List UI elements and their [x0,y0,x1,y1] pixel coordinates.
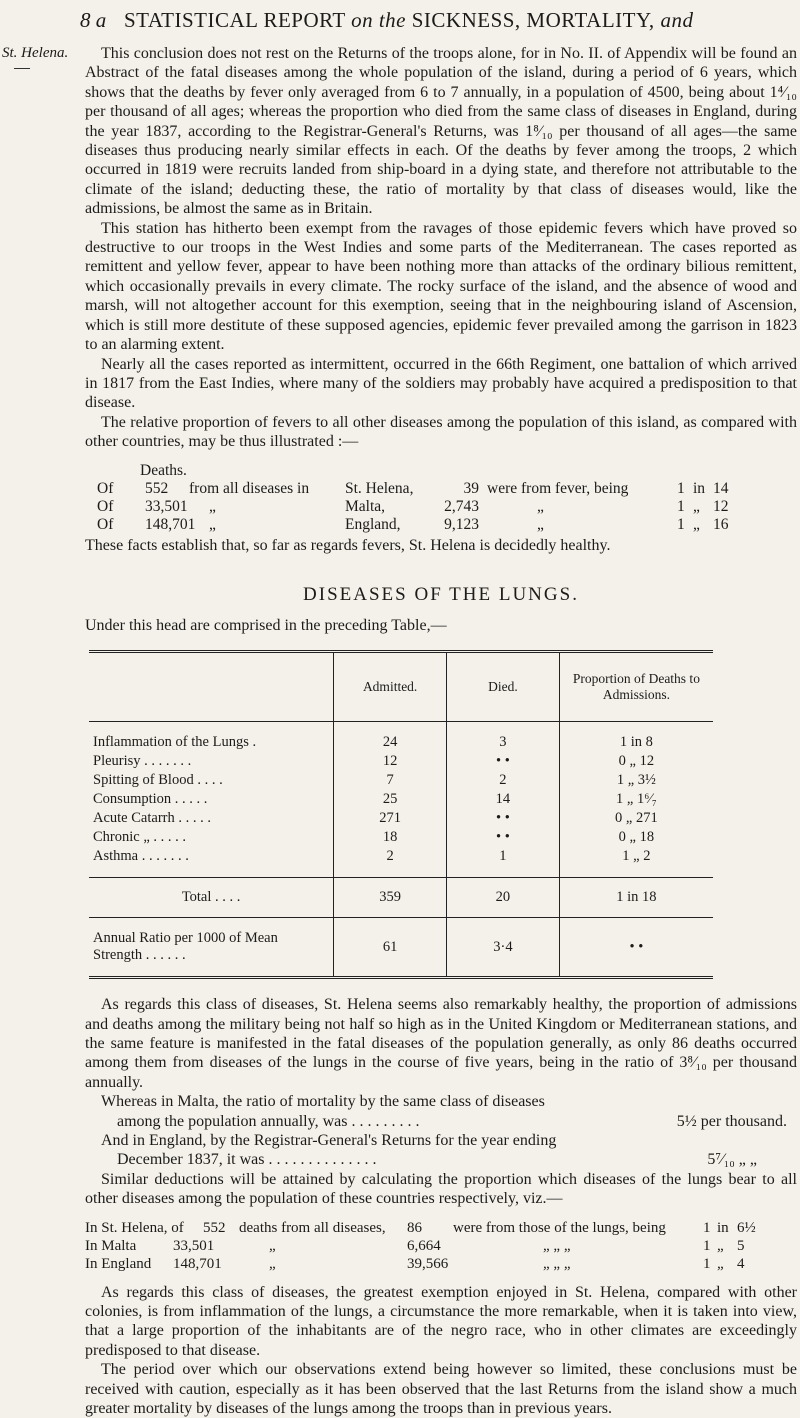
paragraph-after-table: As regards this class of diseases, St. Helena seems also remarkably healthy, the proportion of admissions and deaths among the military being not half so high as in the United Kingdom or Mediterranean stations, and the same feature is manifested in the fatal diseases of the population generally, as only 86 deaths occurred among them from diseases of the lungs in the course of five years, being in the ratio of 3⁸⁄₁₀ per thousand annually. [85,996,797,1091]
col-proportion: Proportion of Deaths to Admissions. [559,651,713,721]
table-total-row: Total . . . . 359 20 1 in 18 [89,877,713,917]
section-title: DISEASES OF THE LUNGS. [303,583,579,605]
paragraph-3: Nearly all the cases reported as intermittent, occurred in the 66th Regiment, one battalion of which arrived in 1817 from the East Indies, where many of the soldiers may probably have acquired a predisposition to that disease. [85,355,797,412]
deaths-row: Of 552 from all diseases in St. Helena, 39 were from fever, being 1 in 14 [97,479,729,497]
paragraph-4: The relative proportion of fevers to all other diseases among the population of this island, as compared with other countries, may be thus illustrated :— [85,413,797,451]
col-died: Died. [447,651,560,721]
running-title-on-the: on the [351,8,406,32]
lungs-row: In Malta 33,501 „ 6,664 „ „ „ 1 „ 5 [85,1237,745,1254]
running-title-and: and [660,8,694,32]
col-admitted: Admitted. [334,651,447,721]
paragraph-1: This conclusion does not rest on the Returns of the troops alone, for in No. II. of Appendix will be found an Abstract of the fatal diseases among the whole population of the island, during a period of 6 years, which shows that the deaths by fever only averaged from 6 to 7 annually, in a population of 4500, being about 1⁴⁄₁₀ per thousand of all ages; whereas the proportion who died from the same class of diseases in England, during the year 1837, according to the Registrar-General's Returns, was 1⁸⁄₁₀ per thousand of all ages—the same diseases thus producing nearly similar effects in each. Of the deaths by fever among the troops, 2 which occurred in 1819 were recruits landed from ship-board in a dying state, and therefore not attributable to the climate of the island; deducting these, the ratio of mortality by that class of diseases would, like the admissions, be almost the same as in Britain. [85,45,797,218]
running-title-prefix: STATISTICAL REPORT [124,8,346,32]
table-header-row [89,651,713,721]
lungs-row: In St. Helena, of 552 deaths from all diseases, 86 were from those of the lungs, being 1 in 6½ [85,1219,756,1236]
margin-note: St. Helena. [2,45,69,61]
table-row: Chronic „ . . . . . 18 • • 0 „ 18 [89,828,713,847]
lung-deaths-comparison [85,1219,797,1273]
malta-ratio-line: among the population annually, was . . . . . . . . . 5½ per thousand. [85,1112,797,1131]
whereas-line-1: Whereas in Malta, the ratio of mortality by the same class of diseases [101,1093,545,1111]
lungs-row: In England 148,701 „ 39,566 „ „ „ 1 „ 4 [85,1255,745,1272]
table-row: Spitting of Blood . . . . 7 2 1 „ 3½ [89,771,713,790]
final-paragraph-1: As regards this class of diseases, the greatest exemption enjoyed in St. Helena, compared with other colonies, is from inflammation of the lungs, a circumstance the more remarkable, when it is taken into view, that a large proportion of the inhabitants are of the negro race, who in other climates are exceedingly predisposed to that disease. [85,1283,797,1359]
table-row: Consumption . . . . . 25 14 1 „ 1⁶⁄₇ [89,790,713,809]
page-number: 8 a [80,8,107,32]
paragraph-2: This station has hitherto been exempt from the ravages of those epidemic fevers which have proved so destructive to our troops in the West Indies and some parts of the Mediterranean. The cases reported as remittent and yellow fever, appear to have been nothing more than attacks of the ordinary bilious remittent, which occasionally prevails in every climate. The rocky surface of the island, and the absence of wood and marsh, will not altogether account for this exemption, seeing that in the neighbouring island of Ascension, which is still more destitute of these supposed agencies, epidemic fever prevailed among the garrison in 1823 to an alarming extent. [85,219,797,354]
running-title [124,8,693,33]
similar-paragraph: Similar deductions will be attained by calculating the proportion which diseases of the lungs bear to all other diseases among the population of these countries respectively, viz.— [85,1170,797,1208]
table-row: Acute Catarrh . . . . . 271 • • 0 „ 271 [89,809,713,828]
england-ratio-value: 5⁷⁄₁₀ „ „ [707,1151,757,1169]
table-row: Asthma . . . . . . . 2 1 1 „ 2 [89,847,713,878]
england-line-1: And in England, by the Registrar-General's Returns for the year ending [101,1132,557,1149]
running-title-middle: SICKNESS, MORTALITY, [411,8,655,32]
table-row: Inflammation of the Lungs . 24 3 1 in 8 [89,721,713,752]
fever-deaths-comparison [97,462,797,534]
table-ratio-row: Annual Ratio per 1000 of Mean Strength . . . . . . 61 3·4 • • [89,918,713,978]
fever-conclusion: These facts establish that, so far as regards fevers, St. Helena is decidedly healthy. [85,536,611,554]
lung-diseases-table [89,650,713,979]
section-intro: Under this head are comprised in the preceding Table,— [85,617,447,635]
england-ratio-line: December 1837, it was . . . . . . . . . . . . . . 5⁷⁄₁₀ „ „ [85,1150,797,1169]
final-paragraph-2: The period over which our observations extend being however so limited, these conclusions must be received with caution, especially as it has been observed that the last Returns from the island show a much greater mortality by diseases of the lungs among the troops than in previous years. [85,1361,797,1418]
margin-dash [14,68,30,69]
page-header [80,8,800,38]
deaths-label: Deaths. [140,461,187,479]
table-row: Pleurisy . . . . . . . 12 • • 0 „ 12 [89,752,713,771]
deaths-row: Of 33,501 „ Malta, 2,743 „ 1 „ 12 [97,497,729,515]
main-text [85,44,797,1418]
deaths-row: Of 148,701 „ England, 9,123 „ 1 „ 16 [97,515,729,533]
malta-ratio-value: 5½ per thousand. [676,1112,787,1130]
